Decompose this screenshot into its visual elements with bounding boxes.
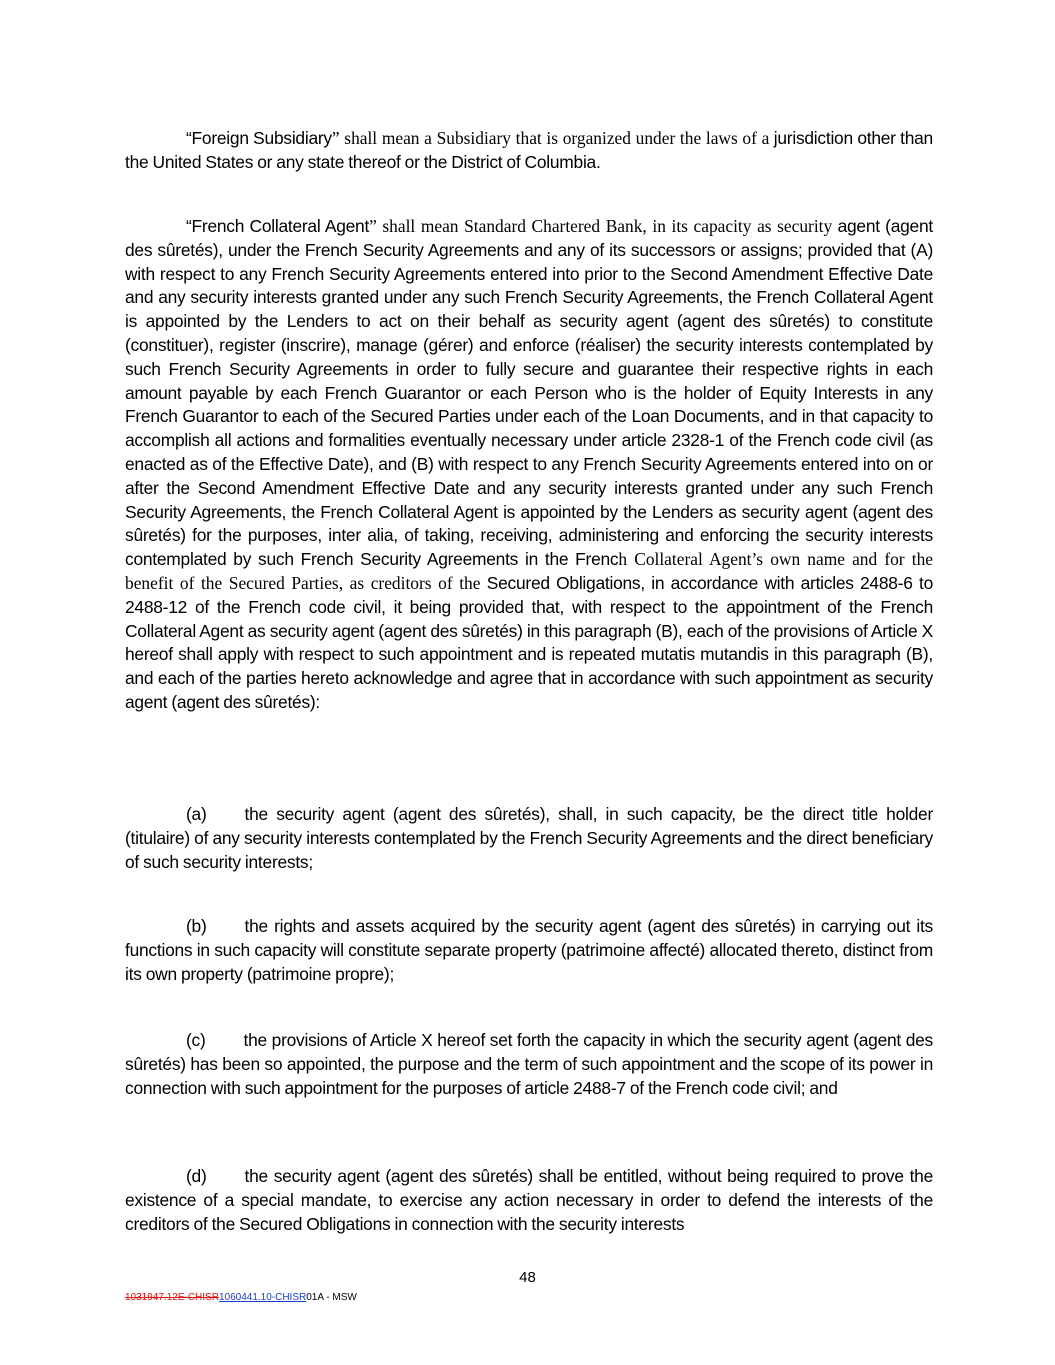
list-item-b: [125, 915, 933, 986]
list-item-a: [125, 803, 933, 874]
list-item-text: the security agent (agent des sûretés) shall be entitled, without being required to prove the existence of a special mandate, to exercise any action necessary in order to defend the interests of the creditors of the Secured Obligations in connection with the security interests: [125, 1166, 933, 1234]
list-item-label: (d): [186, 1166, 207, 1186]
definition-lead-text: ” shall mean Standard Chartered Bank, in its capacity as security: [369, 216, 833, 236]
open-quote: “: [186, 128, 192, 148]
open-quote: “: [186, 216, 192, 236]
list-item-label: (b): [186, 916, 207, 936]
list-item-c: [125, 1029, 933, 1100]
definition-foreign-subsidiary: [125, 127, 933, 175]
definition-french-collateral-agent: [125, 215, 933, 715]
list-item-d: [125, 1165, 933, 1236]
inserted-doc-id: 1060441.10-CHISR: [218, 1292, 307, 1303]
definition-body-part-1: agent (agent des sûretés), under the French Security Agreements and any of its successors or assigns; provided that (A) with respect to any French Security Agreements entered into prior to the Second Amendment Effective Date and any security interests granted under any such French Security Agreements, the French Collateral Agent is appointed by the Lenders to act on their behalf as security agent (agent des sûretés) to constitute (constituer), register (inscrire), manage (gérer) and enforce (réaliser) the security interests contemplated by such French Security Agreements in order to fully secure and guarantee their respective rights in each amount payable by each French Guarantor or each Person who is the holder of Equity Interests in any French Guarantor to each of the Secured Parties under each of the Loan Documents, and in that capacity to accomplish all actions and formalities eventually necessary under article 2328-1 of the French code civil (as enacted as of the Effective Date), and (B) with respect to any French Security Agreements entered into on or after the Second Amendment Effective Date and any security interests granted under any such French Security Agreements, the French Collateral Agent is appointed by the Lenders as security agent (agent des sûretés) for the purposes, inter alia, of taking, receiving, administering and enforcing the security interests contemplated by such French Security Agreements in the Frenc: [125, 216, 933, 570]
definition-lead-text: ” shall mean a Subsidiary that is organized under the laws of a: [331, 128, 770, 148]
list-item-text: the security agent (agent des sûretés), shall, in such capacity, be the direct title holder (titulaire) of any security interests contemplated by the French Security Agreements and the direct beneficiary of such security interests;: [125, 804, 933, 872]
definition-serif-segment: h Collateral Agent’s own name and for the benefit of the Secured Parties, as creditors of the: [125, 549, 933, 593]
defined-term: French Collateral Agent: [191, 216, 370, 236]
list-item-text: the provisions of Article X hereof set forth the capacity in which the security agent (agent des sûretés) has been so appointed, the purpose and the term of such appointment and the scope of its power in connection with such appointment for the purposes of article 2488-7 of the French code civil; and: [125, 1030, 933, 1098]
document-footer-id: [125, 1292, 357, 1303]
doc-id-suffix: 01A - MSW: [306, 1292, 357, 1303]
definition-body-part-2: Secured Obligations, in accordance with articles 2488-6 to 2488-12 of the French code civil, it being provided that, with respect to the appointment of the French Collateral Agent as security agent (agent des sûretés) in this paragraph (B), each of the provisions of Article X hereof shall apply with respect to such appointment and is repeated mutatis mutandis in this paragraph (B), and each of the parties hereto acknowledge and agree that in accordance with such appointment as security agent (agent des sûretés):: [125, 572, 933, 712]
page-number: 48: [519, 1269, 536, 1286]
list-item-label: (a): [186, 804, 207, 824]
list-item-label: (c): [186, 1030, 206, 1050]
definition-body: jurisdiction other than the United States or any state thereof or the District of Columbia.: [125, 128, 933, 172]
list-item-text: the rights and assets acquired by the security agent (agent des sûretés) in carrying out its functions in such capacity will constitute separate property (patrimoine affecté) allocated thereto, distinct from its own property (patrimoine propre);: [125, 916, 933, 984]
deleted-doc-id: 1031947.12E-CHISR: [125, 1292, 219, 1303]
defined-term: Foreign Subsidiary: [191, 128, 332, 148]
